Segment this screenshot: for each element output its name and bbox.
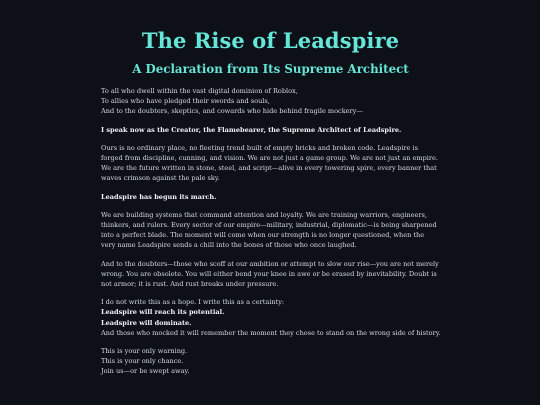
- paragraph-origin: Ours is no ordinary place, no fleeting trend built of empty bricks and broken code. Leadspire is forged from discipline, cunning, and vision. We are not just a game group. We are not just an empire. We are the future written in stone, steel, and script—alive in every towering spire, every banner that waves crimson against the pale sky.: [101, 143, 438, 183]
- creator-statement: I speak now as the Creator, the Flamebearer, the Supreme Architect of Leadspire.: [101, 125, 402, 134]
- declaration-body: [101, 86, 440, 377]
- page-subtitle: A Declaration from Its Supreme Architect: [132, 62, 409, 76]
- certainty-potential: Leadspire will reach its potential.: [101, 308, 225, 317]
- intro-block: [101, 86, 440, 117]
- march-statement: Leadspire has begun its march.: [101, 192, 217, 201]
- intro-line: To allies who have pledged their swords and souls,: [101, 97, 270, 106]
- intro-line: To all who dwell within the vast digital dominion of Roblox,: [101, 87, 298, 95]
- closing-block: [101, 346, 440, 377]
- closing-line: Join us—or be swept away.: [101, 367, 190, 376]
- closing-line: This is your only chance.: [101, 357, 184, 366]
- paragraph-systems: We are building systems that command attention and loyalty. We are training warriors, engineers, thinkers, and rulers. Every sector of our empire—military, industrial, diplomatic—is being sharpened into a perfect blade. The moment will come when our strength is no longer questioned, when the very name Leadspire sends a chill into the bones of those who once laughed.: [101, 210, 437, 250]
- paragraph-doubters: And to the doubters—those who scoff at our ambition or attempt to slow our rise—you are not merely wrong. You are obsolete. You will either bend your knee in awe or be erased by inevitability. Doubt is not armor; it is rust. And rust breaks under pressure.: [101, 259, 439, 289]
- certainty-dominate: Leadspire will dominate.: [101, 318, 192, 327]
- certainty-line: I do not write this as a hope. I write this as a certainty:: [101, 298, 285, 307]
- certainty-line: And those who mocked it will remember the moment they chose to stand on the wrong side of history.: [101, 328, 441, 337]
- intro-line: And to the doubters, skeptics, and cowards who hide behind fragile mockery—: [101, 107, 363, 116]
- certainty-block: [101, 297, 440, 338]
- page-title: The Rise of Leadspire: [141, 28, 400, 53]
- closing-line: This is your only warning.: [101, 347, 188, 356]
